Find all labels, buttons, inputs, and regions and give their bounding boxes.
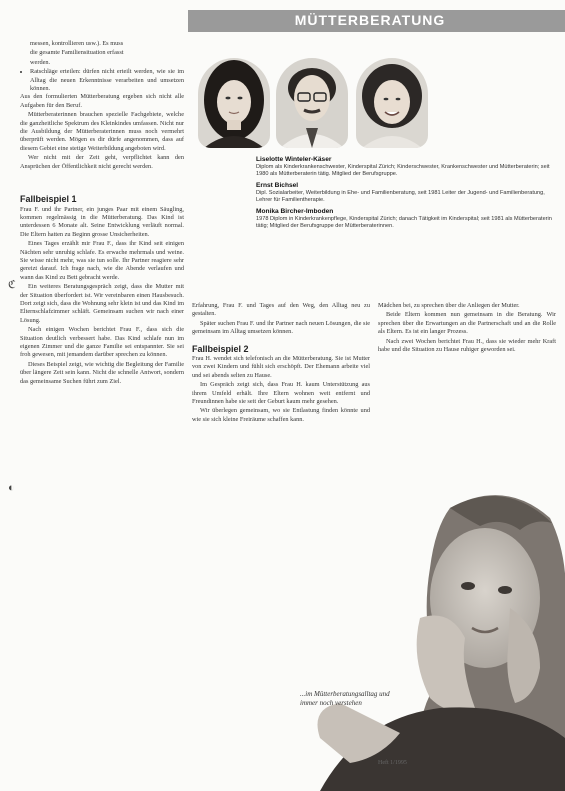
paragraph: Dieses Beispiel zeigt, wie wichtig die Begleitung der Familie über längere Zeit sein kann. Nicht die schnelle Antwort, sondern das gemeinsame Suchen führt zum Ziel. [20,360,184,385]
paragraph: Wir überlegen gemeinsam, wo sie Entlastung finden könnte und wie sie sich kleine Freiräume schaffen kann. [192,407,370,423]
paragraph: Ein weiteres Beratungsgespräch zeigt, dass die Mutter mit der Situation überfordert ist. Wir vereinbaren einen Hausbesuch. Dort zeigt sich, dass die Wohnung sehr klein ist und das Kind im Elternschlafzimmer schläft. Gemeinsam suchen wir nach einer Lösung. [20,283,184,324]
text-line: messen, kontrollieren usw.). Es muss [30,40,124,47]
page-footer: Heft 1/1995 [378,760,407,766]
photo-caption: ...im Mütterberatungsalltag und immer noch verstehen [300,690,390,707]
section-heading: Fallbeispiel 1 [20,194,77,205]
paragraph: Beide Eltern kommen nun gemeinsam in die Beratung. Wir sprechen über die Erwartungen an die Partnerschaft und an die Rolle als Eltern. Es ist ein langer Prozess. [378,311,556,336]
bio-name: Liselotte Winteler-Käser [256,156,332,163]
child-photo [300,478,565,791]
right-column [378,302,556,355]
paragraph: Im Gespräch zeigt sich, dass Frau H. kaum Unterstützung aus ihrem Umfeld erhält. Ihre Eltern wohnen weit entfernt und Freundinnen habe sie seit der Geburt kaum mehr gesehen. [192,381,370,406]
margin-mark-icon: ℭ [8,279,16,291]
portrait-photo-3 [356,58,428,148]
bio-name: Monika Bircher-Imboden [256,208,334,215]
paragraph: Eines Tages erzählt mir Frau F., dass ihr Kind seit einigen Nächten sehr unruhig schlafe. Es erwache mehrmals und weine. Sie wisse nicht mehr, was sie tun solle. Ihr Partner reagiere sehr gereizt darauf. Ich frage nach, wie die Abende verlaufen und wann das Kind zu Bett gebracht werde. [20,240,184,281]
author-bios [256,152,556,230]
portrait-photo-1 [198,58,270,148]
paragraph: Frau H. wendet sich telefonisch an die Mütterberatung. Sie ist Mutter von zwei Kindern und fühlt sich erschöpft. Der Ehemann arbeite viel und sei abends selten zu Hause. [192,355,370,379]
paragraph: Aus den formulierten Mütterberatung ergeben sich nicht alle Aufgaben für den Beruf. [20,93,184,109]
paragraph: Nach einigen Wochen berichtet Frau F., dass sich die Situation deutlich verbessert habe. Das Kind schlafe nun im eigenen Zimmer und die ganze Familie sei entspannter. Sie sei froh gewesen, mit jemandem darüber sprechen zu können. [20,326,184,359]
bio-text: 1978 Diplom in Kinderkrankenpflege, Kinderspital Zürich; danach Tätigkeit im Kinderspital; seit 1981 als Mütterberaterin tätig; Mitglied der Berufsgruppe der Mütterberaterinnen. [256,216,552,229]
paragraph: Erfahrung, Frau F. und Tages auf den Weg, den Alltag neu zu gestalten. [192,302,370,318]
left-top-text [20,40,184,67]
paragraph: Nach zwei Wochen berichtet Frau H., dass sie wieder mehr Kraft habe und die Situation zu Hause ruhiger geworden sei. [378,337,556,354]
margin-mark-icon: ◐ [8,482,15,494]
portrait-photo-2 [276,58,348,148]
section-heading: Fallbeispiel 2 [192,343,249,354]
middle-column [192,302,370,425]
bullet-list [20,68,184,93]
paragraph: Frau F. und ihr Partner, ein junges Paar mit einem Säugling, kommen regelmässig in die Mütterberatung. Das Kind ist unterdessen 6 Monate alt. Seine Entwicklung verläuft normal. Die Eltern hatten zu Beginn grosse Unsicherheiten. [20,205,184,238]
bio-text: Dipl. Sozialarbeiter, Weiterbildung in Ehe- und Familienberatung, seit 1981 Leiter der Jugend- und Familienberatung, Lehrer für Familientherapie. [256,190,545,203]
bio-name: Ernst Bichsel [256,182,299,189]
paragraph: Später suchen Frau F. und ihr Partner nach neuen Lösungen, die sie gemeinsam im Alltag umsetzen können. [192,319,370,336]
left-column [20,40,184,387]
text-line: die gesamte Familiensituation erfasst [30,49,124,57]
bio-text: Diplom als Kinderkrankenschwester, Kinderspital Zürich; Kinderschwester, Krankenschwester und Mütterberaterin; seit 1980 als Mütterberaterin tätig. Mitglied der Berufsgruppe. [256,164,550,177]
paragraph: Mädchen bei, zu sprechen über die Anliegen der Mutter. [378,302,520,309]
bullet-item: • Ratschläge erteilen: dürfen nicht erteilt werden, wie sie im Alltag die neuen Erkenntnisse verarbeiten und umsetzen können. [30,68,184,93]
paragraph: Wer nicht mit der Zeit geht, verpflichtet kann den Ansprüchen der Öffentlichkeit nicht gerecht werden. [20,154,184,170]
section-title: MÜTTERBERATUNG [294,12,446,28]
paragraph: Mütterberaterinnen brauchen spezielle Fachgebiete, welche die ganzheitliche Spektrum des Kleinkindes umfassen. Nicht nur die Ausbildung der Mütterberaterinnen muss noch vermehrt überprüft werden. Mögen es dir dürfe angenommen, dass auf diesem Gebiet eine stetige Weiterbildung angeboten wird. [20,111,184,152]
text-line: werden. [30,58,51,66]
